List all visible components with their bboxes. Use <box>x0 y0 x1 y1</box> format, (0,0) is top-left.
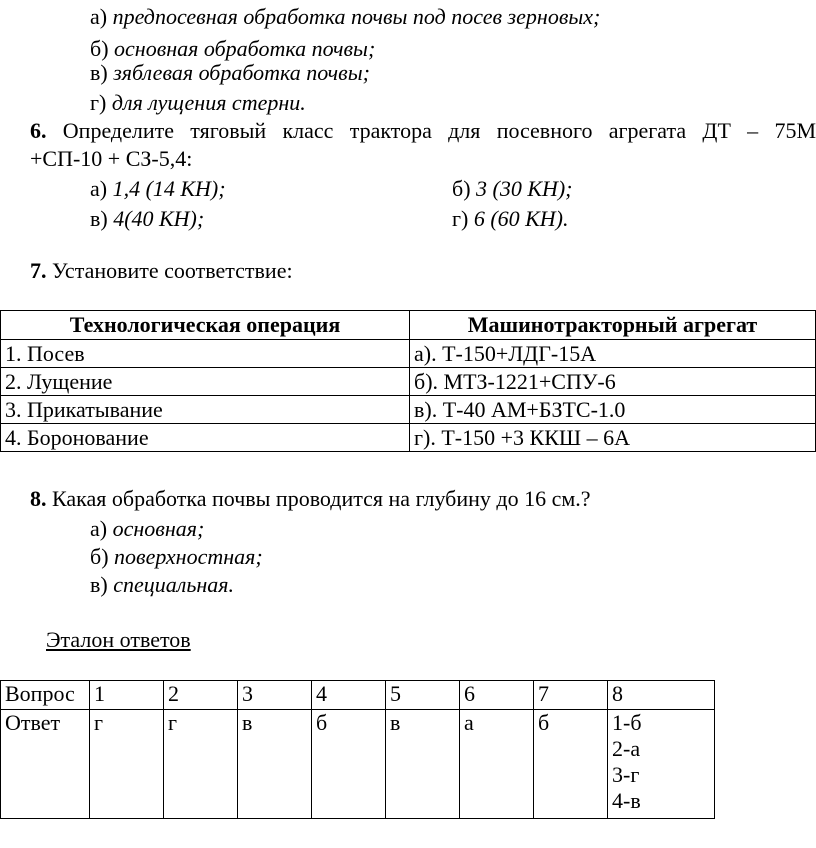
question-number: 6 <box>460 681 534 710</box>
q8-answer-item: 1-б <box>612 710 642 735</box>
table-row <box>1 396 816 424</box>
operation-cell: 3. Прикатывание <box>1 396 410 424</box>
question-number: 7 <box>534 681 608 710</box>
q6-option-d: г) 6 (60 КН). <box>452 206 569 231</box>
aggregate-cell: б). МТЗ-1221+СПУ-6 <box>410 368 816 396</box>
answer-value: г <box>164 710 238 819</box>
q8-text: 8. Какая обработка почвы проводится на глубину до 16 см.? <box>30 486 591 511</box>
table-header-row <box>1 311 816 340</box>
answer-value: б <box>312 710 386 819</box>
aggregate-cell: а). Т-150+ЛДГ-15А <box>410 340 816 368</box>
operation-cell: 1. Посев <box>1 340 410 368</box>
q6-text-line2: +СП-10 + СЗ-5,4: <box>30 146 193 171</box>
matching-table <box>0 310 816 452</box>
answer-value: в <box>238 710 312 819</box>
answers-table <box>0 680 715 819</box>
q6-option-b: б) 3 (30 КН); <box>452 176 573 201</box>
q8-option-a: а) основная; <box>90 516 205 541</box>
answer-value: г <box>90 710 164 819</box>
operation-cell: 4. Боронование <box>1 424 410 452</box>
answers-value-row <box>1 710 715 819</box>
question-label: Вопрос <box>1 681 90 710</box>
question-number: 1 <box>90 681 164 710</box>
question-number: 3 <box>238 681 312 710</box>
q6-text-line1: 6. Определите тяговый класс трактора для посевного агрегата ДТ – 75М <box>30 118 816 143</box>
q8-answer-item: 3-г <box>612 762 640 787</box>
header-operation: Технологическая операция <box>1 311 410 340</box>
table-row <box>1 368 816 396</box>
header-aggregate: Машинотракторный агрегат <box>410 311 816 340</box>
q8-answer-item: 4-в <box>612 788 641 813</box>
answers-question-row <box>1 681 715 710</box>
q8-answer-item: 2-а <box>612 736 641 761</box>
question-number: 5 <box>386 681 460 710</box>
q5-option-a: а) предпосевная обработка почвы под посев зерновых; <box>90 4 601 29</box>
q5-option-c: в) зяблевая обработка почвы; <box>90 60 370 85</box>
q5-option-d: г) для лущения стерни. <box>90 90 306 115</box>
answer-label: Ответ <box>1 710 90 819</box>
q6-option-c: в) 4(40 КН); <box>90 206 205 231</box>
aggregate-cell: в). Т-40 АМ+БЗТС-1.0 <box>410 396 816 424</box>
q7-text: 7. Установите соответствие: <box>30 258 293 283</box>
q6-option-a: а) 1,4 (14 КН); <box>90 176 226 201</box>
answer-value: б <box>534 710 608 819</box>
operation-cell: 2. Лущение <box>1 368 410 396</box>
question-number: 2 <box>164 681 238 710</box>
q5-option-b: б) основная обработка почвы; <box>90 36 376 61</box>
answers-heading: Эталон ответов <box>46 627 191 652</box>
answer-value: а <box>460 710 534 819</box>
aggregate-cell: г). Т-150 +3 ККШ – 6А <box>410 424 816 452</box>
question-number: 4 <box>312 681 386 710</box>
q8-option-c: в) специальная. <box>90 572 234 597</box>
q8-option-b: б) поверхностная; <box>90 544 263 569</box>
question-number: 8 <box>608 681 715 710</box>
table-row <box>1 424 816 452</box>
table-row <box>1 340 816 368</box>
answer-value: в <box>386 710 460 819</box>
answer-value-q8 <box>608 710 715 819</box>
